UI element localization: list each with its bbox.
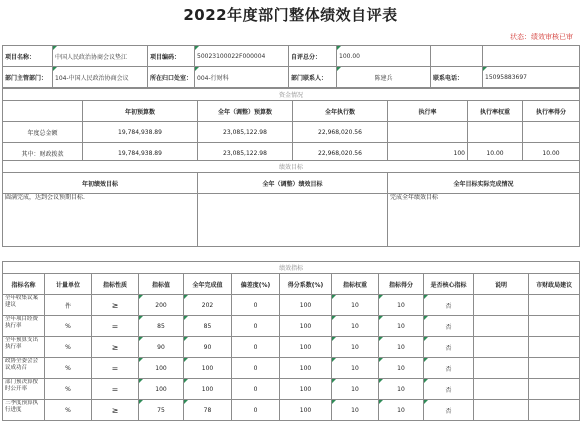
- indicator-name: 全年预算支出执行率: [3, 337, 45, 358]
- initial-goal-field[interactable]: 圆满完成，达到会议预期目标.: [3, 194, 198, 247]
- funds-header: 执行率: [388, 101, 468, 122]
- indicator-dev: 0: [232, 316, 280, 337]
- indicator-header: 得分系数(%): [280, 274, 332, 295]
- indicator-unit: %: [45, 358, 92, 379]
- indicator-finance-suggestion-field[interactable]: [529, 379, 580, 400]
- indicators-section-title: 绩效指标: [3, 262, 580, 274]
- funds-section-title: 资金情况: [3, 89, 580, 101]
- indicator-name: 政协全委会会议成功召: [3, 358, 45, 379]
- indicator-score-field[interactable]: 10: [379, 358, 424, 379]
- project-name-field[interactable]: 中国人民政治协商会议垫江: [53, 46, 148, 67]
- goals-header: 全年目标实际完成情况: [388, 173, 580, 194]
- indicator-nature: ≥: [92, 337, 139, 358]
- indicator-target-field[interactable]: 90: [139, 337, 184, 358]
- dept-label: 部门主管部门：: [3, 67, 53, 88]
- indicator-score-field[interactable]: 10: [379, 379, 424, 400]
- indicator-note-field[interactable]: [474, 316, 529, 337]
- indicator-header: 是否核心指标: [424, 274, 474, 295]
- funds-cell: 23,085,122.98: [198, 122, 293, 143]
- indicator-target-field[interactable]: 100: [139, 379, 184, 400]
- funds-header-blank: [3, 101, 83, 122]
- indicator-done-field[interactable]: 100: [184, 379, 232, 400]
- indicator-header: 指标权重: [332, 274, 379, 295]
- funds-header: 执行率得分: [523, 101, 580, 122]
- indicator-finance-suggestion-field[interactable]: [529, 358, 580, 379]
- indicator-nature: =: [92, 358, 139, 379]
- indicator-header: 市财政局建议: [529, 274, 580, 295]
- indicators-table: [2, 261, 580, 421]
- indicator-row: [3, 379, 580, 400]
- indicator-header: 计量单位: [45, 274, 92, 295]
- dept-field[interactable]: 104-中国人民政治协商会议: [53, 67, 148, 88]
- indicator-coef: 100: [280, 379, 332, 400]
- actual-goal-field[interactable]: 完成全年绩效目标: [388, 194, 580, 247]
- indicator-weight-field[interactable]: 10: [332, 337, 379, 358]
- contact-field[interactable]: 陈建兵: [337, 67, 431, 88]
- goals-header: 年初绩效目标: [3, 173, 198, 194]
- self-score-field[interactable]: 100.00: [337, 46, 431, 67]
- indicator-weight-field[interactable]: 10: [332, 358, 379, 379]
- indicator-core-field[interactable]: 否: [424, 358, 474, 379]
- indicator-unit: %: [45, 316, 92, 337]
- funds-header: 执行率权重: [468, 101, 523, 122]
- indicator-target-field[interactable]: 75: [139, 400, 184, 421]
- indicator-core-field[interactable]: 否: [424, 379, 474, 400]
- indicator-header: 指标得分: [379, 274, 424, 295]
- phone-field[interactable]: 15095883697: [483, 67, 580, 88]
- indicator-finance-suggestion-field[interactable]: [529, 295, 580, 316]
- funds-cell: 10.00: [523, 143, 580, 164]
- indicator-target-field[interactable]: 200: [139, 295, 184, 316]
- indicator-weight-field[interactable]: 10: [332, 295, 379, 316]
- indicator-nature: =: [92, 379, 139, 400]
- indicator-header: 全年完成值: [184, 274, 232, 295]
- indicator-header: 指标名称: [3, 274, 45, 295]
- goals-table: [2, 160, 580, 247]
- office-label: 所在归口处室：: [148, 67, 195, 88]
- indicator-score-field[interactable]: 10: [379, 337, 424, 358]
- indicator-row: [3, 400, 580, 421]
- indicator-row: [3, 337, 580, 358]
- self-score-label: 自评总分：: [289, 46, 337, 67]
- indicator-core-field[interactable]: 否: [424, 316, 474, 337]
- funds-cell: [388, 122, 468, 143]
- funds-cell: [468, 122, 523, 143]
- indicator-note-field[interactable]: [474, 295, 529, 316]
- goals-header: 全年（调整）绩效目标: [198, 173, 388, 194]
- funds-cell: 19,784,938.89: [83, 122, 198, 143]
- indicator-dev: 0: [232, 337, 280, 358]
- indicator-coef: 100: [280, 400, 332, 421]
- indicator-coef: 100: [280, 295, 332, 316]
- funds-cell: 22,968,020.56: [293, 122, 388, 143]
- indicator-row: [3, 358, 580, 379]
- indicator-dev: 0: [232, 400, 280, 421]
- indicator-done-field[interactable]: 85: [184, 316, 232, 337]
- indicator-note-field[interactable]: [474, 379, 529, 400]
- indicator-row: [3, 295, 580, 316]
- adjusted-goal-field[interactable]: [198, 194, 388, 247]
- project-code-label: 项目编码：: [148, 46, 195, 67]
- funds-cell: 100: [388, 143, 468, 164]
- indicator-weight-field[interactable]: 10: [332, 316, 379, 337]
- indicator-nature: ≥: [92, 400, 139, 421]
- indicator-unit: %: [45, 400, 92, 421]
- indicator-row: [3, 316, 580, 337]
- project-code-field[interactable]: 50023100022F000004: [195, 46, 289, 67]
- indicator-name: 全年收集议案建议: [3, 295, 45, 316]
- phone-label: 联系电话：: [431, 67, 483, 88]
- indicator-header: 指标值: [139, 274, 184, 295]
- indicator-coef: 100: [280, 316, 332, 337]
- indicator-nature: =: [92, 316, 139, 337]
- indicator-target-field[interactable]: 85: [139, 316, 184, 337]
- indicator-name: 全年项目经费执行率: [3, 316, 45, 337]
- indicator-done-field[interactable]: 78: [184, 400, 232, 421]
- indicator-target-field[interactable]: 100: [139, 358, 184, 379]
- indicator-score-field[interactable]: 10: [379, 316, 424, 337]
- indicator-name: 三季度预算执行进度: [3, 400, 45, 421]
- funds-header: 全年（调整）预算数: [198, 101, 293, 122]
- funds-row-label: 其中：财政拨款: [3, 143, 83, 164]
- indicator-done-field[interactable]: 90: [184, 337, 232, 358]
- indicator-score-field[interactable]: 10: [379, 400, 424, 421]
- indicator-unit: %: [45, 337, 92, 358]
- indicator-header: 指标性质: [92, 274, 139, 295]
- indicator-coef: 100: [280, 358, 332, 379]
- funds-cell: [523, 122, 580, 143]
- goals-section-title: 绩效目标: [3, 161, 580, 173]
- indicator-core-field[interactable]: 否: [424, 400, 474, 421]
- funds-header: 年初预算数: [83, 101, 198, 122]
- indicator-coef: 100: [280, 337, 332, 358]
- indicator-weight-field[interactable]: 10: [332, 379, 379, 400]
- indicator-finance-suggestion-field[interactable]: [529, 400, 580, 421]
- indicator-dev: 0: [232, 379, 280, 400]
- indicator-core-field[interactable]: 否: [424, 337, 474, 358]
- indicator-dev: 0: [232, 295, 280, 316]
- page-title: 2022年度部门整体绩效自评表: [183, 6, 398, 24]
- blank-cell: [483, 46, 580, 67]
- funds-cell: 23,085,122.98: [198, 143, 293, 164]
- indicator-score-field[interactable]: 10: [379, 295, 424, 316]
- funds-header: 全年执行数: [293, 101, 388, 122]
- indicator-note-field[interactable]: [474, 400, 529, 421]
- project-name-label: 项目名称：: [3, 46, 53, 67]
- indicator-header: 说明: [474, 274, 529, 295]
- indicator-nature: ≥: [92, 295, 139, 316]
- indicator-unit: %: [45, 379, 92, 400]
- indicator-finance-suggestion-field[interactable]: [529, 316, 580, 337]
- funds-cell: 22,968,020.56: [293, 143, 388, 164]
- contact-label: 部门联系人：: [289, 67, 337, 88]
- indicator-note-field[interactable]: [474, 358, 529, 379]
- indicator-note-field[interactable]: [474, 337, 529, 358]
- indicator-unit: 件: [45, 295, 92, 316]
- blank-cell: [431, 46, 483, 67]
- indicator-core-field[interactable]: 否: [424, 295, 474, 316]
- indicator-done-field[interactable]: 202: [184, 295, 232, 316]
- indicator-finance-suggestion-field[interactable]: [529, 337, 580, 358]
- indicator-name: 部门预决算按时公开率: [3, 379, 45, 400]
- funds-row-label: 年度总金额: [3, 122, 83, 143]
- funds-cell: 19,784,938.89: [83, 143, 198, 164]
- indicator-weight-field[interactable]: 10: [332, 400, 379, 421]
- indicator-dev: 0: [232, 358, 280, 379]
- indicator-done-field[interactable]: 100: [184, 358, 232, 379]
- indicator-header: 偏差度(%): [232, 274, 280, 295]
- office-field[interactable]: 004-行财科: [195, 67, 289, 88]
- funds-table: [2, 88, 580, 164]
- funds-cell: 10.00: [468, 143, 523, 164]
- basic-info-table: [2, 45, 580, 88]
- audit-status: 状态：绩效审核已审: [510, 33, 573, 41]
